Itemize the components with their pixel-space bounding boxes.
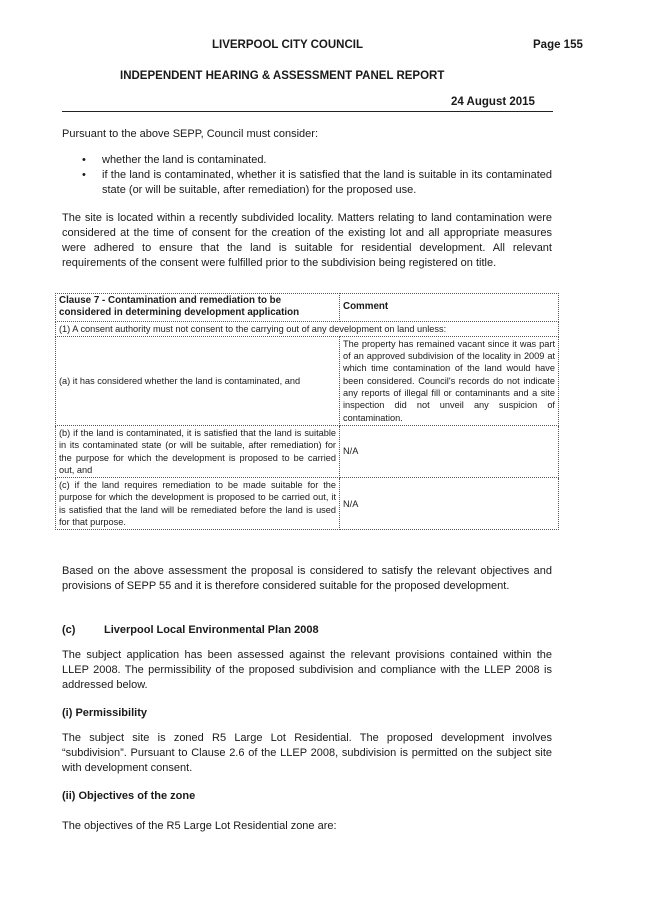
- section-c-paragraph: The subject application has been assessed against the relevant provisions contained within the LLEP 2008. The permissibility of the proposed subdivision and compliance with the LLEP 2008 is addressed below.: [62, 649, 552, 691]
- intro-paragraph: Pursuant to the above SEPP, Council must consider:: [62, 128, 318, 140]
- list-item-text: whether the land is contaminated.: [102, 154, 267, 166]
- consideration-list: [62, 153, 552, 198]
- comment-cell: N/A: [340, 478, 559, 530]
- table-intro-cell: (1) A consent authority must not consent to the carrying out of any development on land unless:: [56, 321, 559, 336]
- clause-cell: (b) if the land is contaminated, it is satisfied that the land is suitable in its contaminated state (or will be suitable, after remediation) for the purpose for which the development is proposed to be carried out, and: [56, 425, 340, 477]
- table-header-comment: Comment: [340, 294, 559, 322]
- section-c-label: (c): [62, 624, 76, 636]
- report-title: INDEPENDENT HEARING & ASSESSMENT PANEL REPORT: [120, 70, 445, 82]
- table-row: [56, 321, 559, 336]
- report-date: 24 August 2015: [451, 96, 535, 108]
- section-i-paragraph: The subject site is zoned R5 Large Lot Residential. The proposed development involves “subdivision”. Pursuant to Clause 2.6 of the LLEP 2008, subdivision is permitted on the subject site with development consent.: [62, 732, 552, 774]
- page-number: Page 155: [533, 39, 583, 51]
- list-item: [62, 153, 552, 168]
- list-item: [62, 168, 552, 198]
- table-row: [56, 336, 559, 425]
- clause-cell: (c) if the land requires remediation to be made suitable for the purpose for which the development is proposed to be carried out, it is satisfied that the land will be remediated before the land is used for that purpose.: [56, 478, 340, 530]
- table-header-row: [56, 294, 559, 322]
- section-i-heading: (i) Permissibility: [62, 707, 147, 719]
- table-row: [56, 478, 559, 530]
- bullet-icon: •: [82, 154, 86, 166]
- table-header-clause: Clause 7 - Contamination and remediation to be considered in determining development application: [56, 294, 340, 322]
- bullet-icon: •: [82, 169, 86, 181]
- comment-cell: N/A: [340, 425, 559, 477]
- clause-cell: (a) it has considered whether the land is contaminated, and: [56, 336, 340, 425]
- list-item-text: if the land is contaminated, whether it is satisfied that the land is suitable in its contaminated state (or will be suitable, after remediation) for the proposed use.: [102, 169, 552, 196]
- clause-7-table: [55, 293, 559, 530]
- section-ii-paragraph: The objectives of the R5 Large Lot Residential zone are:: [62, 820, 337, 832]
- comment-cell: The property has remained vacant since it was part of an approved subdivision of the locality in 2009 at which time contamination of the land would have been considered. Council's records do not indicate any reports of illegal fill or contaminants and a site inspection did not unveil any suspicion of contamination.: [340, 336, 559, 425]
- section-c-title: Liverpool Local Environmental Plan 2008: [104, 624, 319, 636]
- section-ii-heading: (ii) Objectives of the zone: [62, 790, 196, 802]
- table-row: [56, 425, 559, 477]
- site-paragraph: The site is located within a recently subdivided locality. Matters relating to land contamination were considered at the time of consent for the creation of the existing lot and all appropriate measures were adhered to ensure that the land is suitable for residential development. All relevant requirements of the consent were fulfilled prior to the subdivision being registered on title.: [62, 212, 552, 269]
- council-name: LIVERPOOL CITY COUNCIL: [212, 39, 364, 51]
- assessment-paragraph: Based on the above assessment the proposal is considered to satisfy the relevant objectives and provisions of SEPP 55 and it is therefore considered suitable for the proposed development.: [62, 565, 552, 592]
- header-divider: [62, 111, 553, 112]
